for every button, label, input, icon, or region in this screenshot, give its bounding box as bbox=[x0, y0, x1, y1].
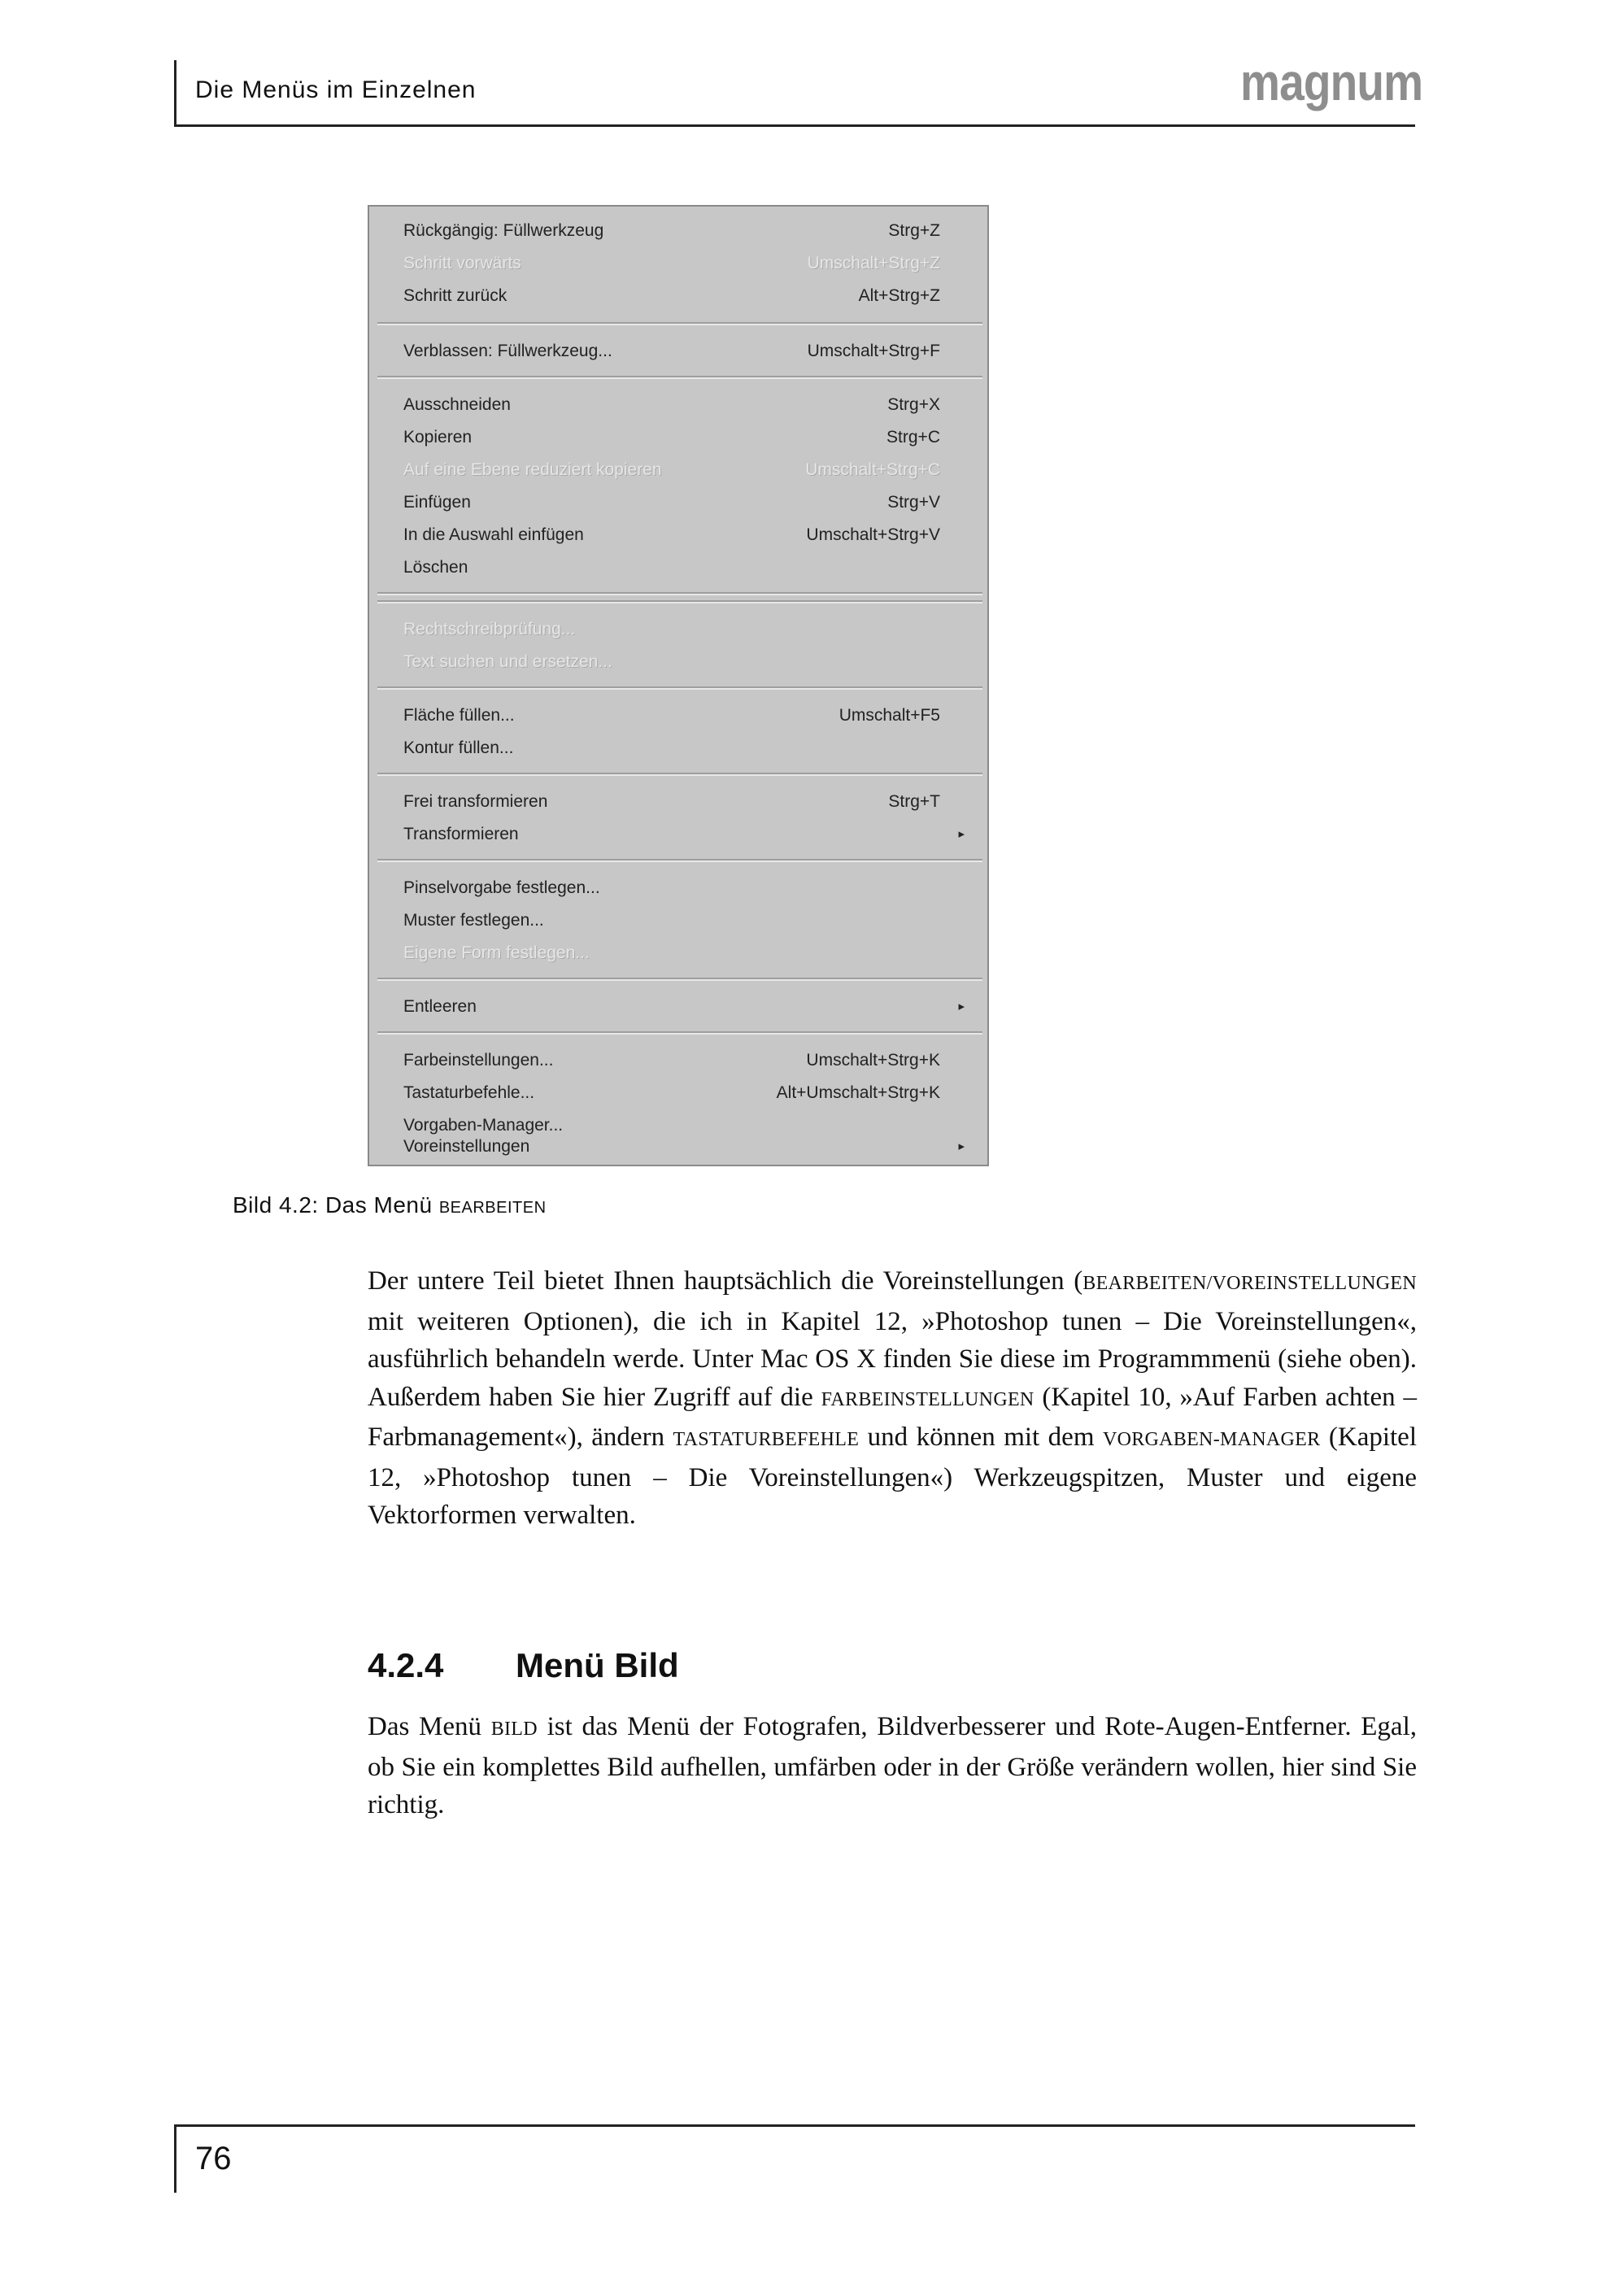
figure-caption: Bild 4.2: Das Menü BEARBEITEN bbox=[233, 1192, 547, 1218]
header-rule-vertical bbox=[174, 60, 176, 127]
brand-logo: magnum bbox=[1240, 53, 1423, 111]
submenu-arrow-icon: ▸ bbox=[958, 1139, 965, 1153]
menu-item-copy[interactable]: Kopieren Strg+C bbox=[403, 428, 940, 447]
menu-item-stroke[interactable]: Kontur füllen... bbox=[403, 738, 514, 757]
menu-item-spell-check[interactable]: Rechtschreibprüfung... bbox=[403, 620, 576, 638]
menu-item-paste-into[interactable]: In die Auswahl einfügen Umschalt+Strg+V bbox=[403, 525, 940, 544]
menu-path-preferences: BEARBEITEN/VOREINSTELLUNGEN bbox=[1082, 1273, 1417, 1294]
footer-rule-vertical bbox=[174, 2124, 176, 2193]
body-paragraph: Der untere Teil bietet Ihnen hauptsächlich die Voreinstellungen (BEARBEITEN/VOREINSTELLUNGEN mit weiteren Optionen), die ich in Kapitel 12, »Photoshop tunen – Die Voreinstellungen«, ausführlich behandeln werde. Unter Mac OS X finden Sie diese im Programmmenü (siehe oben). Außerdem haben Sie hier Zugriff auf die FARBEINSTELLUNGEN (Kapitel 10, »Auf Farben achten – Farbmanagement«), ändern TASTATURBEFEHLE und können mit dem VORGABEN-MANAGER (Kapitel 12, »Photoshop tunen – Die Voreinstellungen«) Werkzeugspitzen, Muster und eigene Vektorformen verwalten. bbox=[368, 1266, 1418, 1530]
body-paragraph: Das Menü BILD ist das Menü der Fotografen, Bildverbesserer und Rote-Augen-Entferner. Egal, ob Sie ein komplettes Bild aufhellen, umfärben oder in der Größe verändern wollen, hier sind Sie richtig. bbox=[368, 1712, 1418, 1819]
menu-item-transform[interactable]: Transformieren ▸ bbox=[403, 818, 965, 851]
menu-item-step-forward[interactable]: Schritt vorwärts Umschalt+Strg+Z bbox=[403, 254, 940, 272]
menu-item-keyboard-shortcuts[interactable]: Tastaturbefehle... Alt+Umschalt+Strg+K bbox=[403, 1083, 940, 1102]
menu-item-define-shape[interactable]: Eigene Form festlegen... bbox=[403, 943, 590, 962]
menu-separator bbox=[377, 686, 982, 690]
menu-item-preferences[interactable]: Voreinstellungen ▸ bbox=[403, 1131, 965, 1163]
menu-ref-preset-manager: VORGABEN-MANAGER bbox=[1102, 1429, 1321, 1450]
edit-menu-screenshot bbox=[368, 205, 989, 1166]
footer-rule bbox=[174, 2124, 1415, 2127]
menu-item-fill[interactable]: Fläche füllen... Umschalt+F5 bbox=[403, 706, 940, 725]
running-title: Die Menüs im Einzelnen bbox=[195, 76, 477, 103]
section-title: Menü Bild bbox=[516, 1646, 679, 1684]
menu-item-preset-manager[interactable]: Vorgaben-Manager... bbox=[403, 1116, 564, 1135]
header-rule bbox=[174, 124, 1415, 127]
menu-ref-keyboard-shortcuts: TASTATURBEFEHLE bbox=[673, 1429, 860, 1450]
menu-ref-color-settings: FARBEINSTELLUNGEN bbox=[821, 1388, 1035, 1410]
menu-separator bbox=[377, 592, 982, 595]
menu-separator bbox=[377, 600, 982, 603]
menu-separator bbox=[377, 376, 982, 379]
menu-item-define-brush[interactable]: Pinselvorgabe festlegen... bbox=[403, 878, 600, 897]
menu-item-find-replace[interactable]: Text suchen und ersetzen... bbox=[403, 652, 612, 671]
section-heading bbox=[368, 1646, 679, 1685]
menu-separator bbox=[377, 773, 982, 776]
menu-ref-image: BILD bbox=[490, 1719, 538, 1740]
menu-item-free-transform[interactable]: Frei transformieren Strg+T bbox=[403, 792, 940, 811]
menu-item-copy-merged[interactable]: Auf eine Ebene reduziert kopieren Umschalt+Strg+C bbox=[403, 460, 940, 479]
menu-separator bbox=[377, 859, 982, 862]
menu-separator bbox=[377, 322, 982, 325]
menu-item-define-pattern[interactable]: Muster festlegen... bbox=[403, 911, 544, 930]
menu-separator bbox=[377, 1031, 982, 1035]
menu-item-purge[interactable]: Entleeren ▸ bbox=[403, 991, 965, 1023]
caption-menu-name: BEARBEITEN bbox=[438, 1199, 547, 1217]
menu-item-step-backward[interactable]: Schritt zurück Alt+Strg+Z bbox=[403, 286, 940, 305]
menu-item-paste[interactable]: Einfügen Strg+V bbox=[403, 493, 940, 512]
menu-item-clear[interactable]: Löschen bbox=[403, 558, 468, 577]
section-number: 4.2.4 bbox=[368, 1646, 444, 1684]
menu-item-cut[interactable]: Ausschneiden Strg+X bbox=[403, 395, 940, 414]
menu-item-undo[interactable]: Rückgängig: Füllwerkzeug Strg+Z bbox=[403, 221, 940, 240]
menu-item-color-settings[interactable]: Farbeinstellungen... Umschalt+Strg+K bbox=[403, 1051, 940, 1070]
submenu-arrow-icon: ▸ bbox=[958, 827, 965, 841]
menu-separator bbox=[377, 978, 982, 981]
menu-item-fade[interactable]: Verblassen: Füllwerkzeug... Umschalt+Strg+F bbox=[403, 342, 940, 360]
page-number: 76 bbox=[195, 2141, 232, 2176]
submenu-arrow-icon: ▸ bbox=[958, 1000, 965, 1013]
